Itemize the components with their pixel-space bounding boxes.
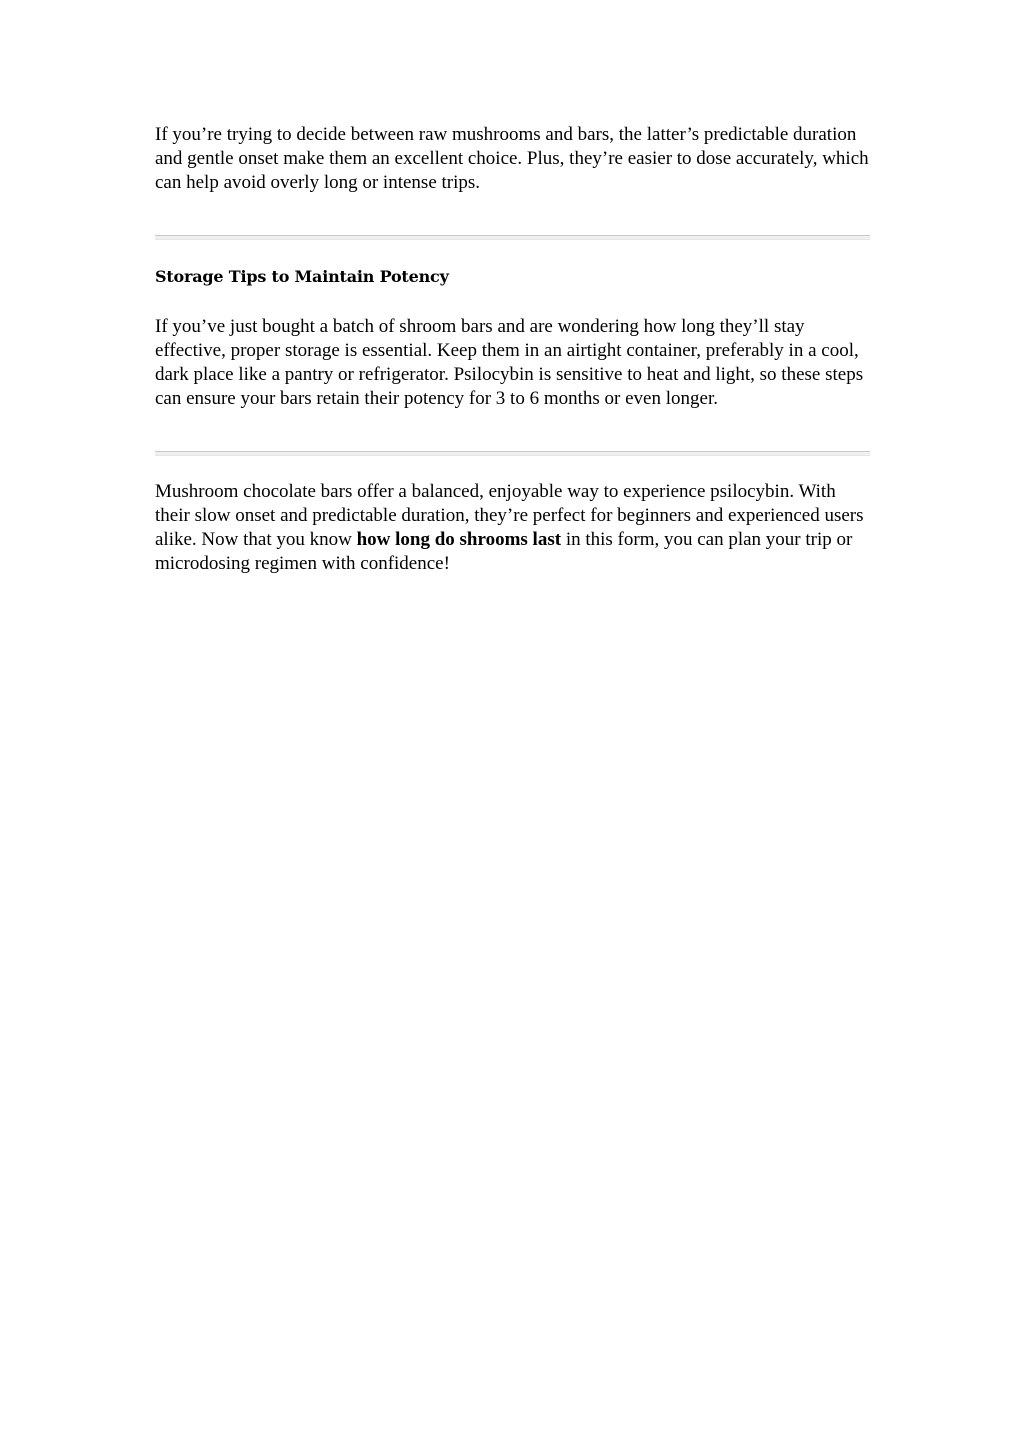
- section-heading-storage: Storage Tips to Maintain Potency: [155, 267, 449, 286]
- horizontal-divider: [155, 451, 870, 456]
- paragraph-storage-tips: If you’ve just bought a batch of shroom bars and are wondering how long they’ll stay effective, proper storage is essential. Keep them in an airtight container, preferably in a cool, dark place like a pantry or refrigerator. Psilocybin is sensitive to heat and light, so these steps can ensure your bars retain their potency for 3 to 6 months or even longer.: [155, 316, 864, 409]
- conclusion-bold-phrase: how long do shrooms last: [356, 529, 562, 550]
- conclusion-text-start: Mushroom chocolate bars offer a balanced, enjoyable way to experience psilocybin. With their slow onset and predictable duration, they’re perfect for beginners and experienced users alike. Now that you know: [155, 481, 864, 550]
- conclusion-text-end: in this form, you can plan your trip or microdosing regimen with confidence!: [155, 529, 853, 574]
- document-page: [155, 123, 870, 576]
- paragraph-conclusion: [155, 480, 870, 576]
- horizontal-divider: [155, 235, 870, 240]
- paragraph-duration-comparison: If you’re trying to decide between raw mushrooms and bars, the latter’s predictable duration and gentle onset make them an excellent choice. Plus, they’re easier to dose accurately, which can help avoid overly long or intense trips.: [155, 124, 869, 193]
